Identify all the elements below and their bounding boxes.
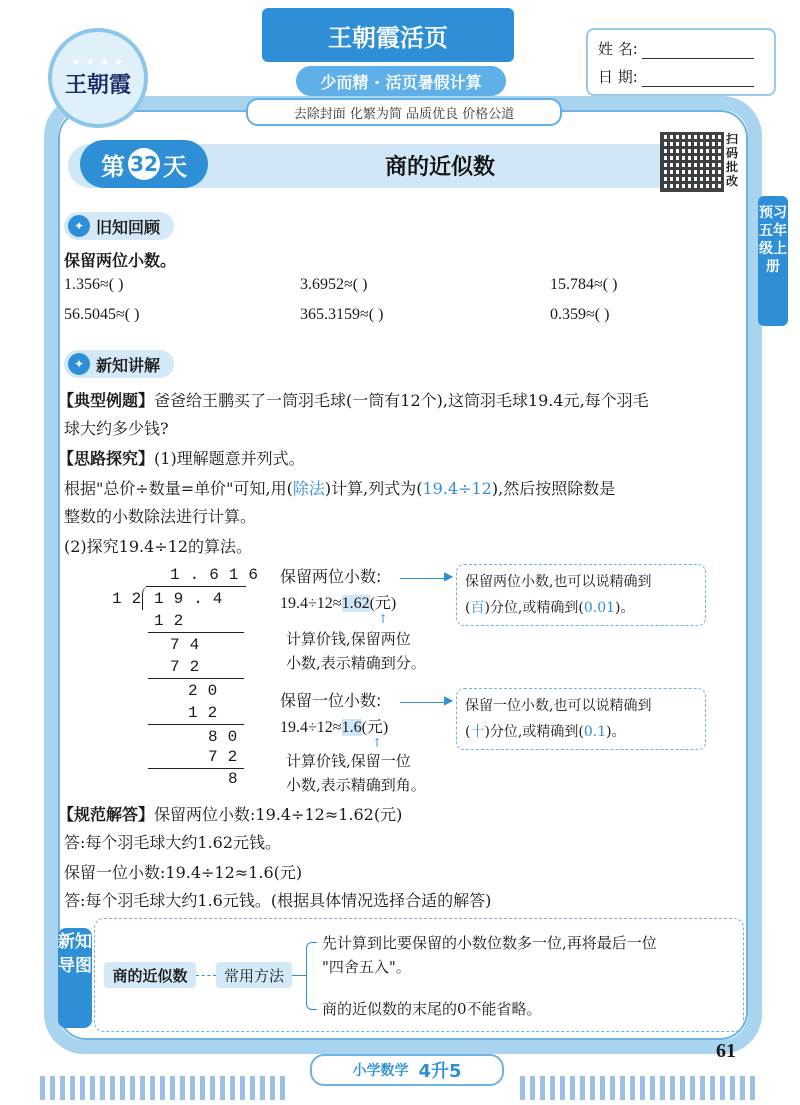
arrow-up-icon: ↑ [378, 612, 389, 626]
name-row [598, 38, 754, 59]
box-answer: 0.01 [583, 600, 616, 616]
expr-unit: (元) [369, 595, 397, 612]
example-text: 爸爸给王鹏买了一筒羽毛球(一筒有12个),这筒羽毛球19.4元,每个羽毛 [154, 391, 649, 410]
box-line [465, 595, 697, 621]
footer-subject: 小学数学 [352, 1063, 409, 1079]
division-row: 72 [170, 658, 210, 676]
think-step-2: (2)探究19.4÷12的算法。 [64, 537, 253, 556]
think-line [58, 446, 305, 469]
box-line: 保留一位小数,也可以说精确到 [465, 698, 652, 714]
example-line-2: 球大约多少钱? [64, 419, 169, 438]
mindmap-connector [196, 975, 216, 976]
footer-badge [310, 1054, 504, 1086]
box-answer: 百 [470, 600, 485, 616]
division-row: 80 [208, 728, 248, 746]
box-text: )分位,或精确到( [484, 724, 584, 740]
expr-text: 19.4÷12≈ [280, 595, 342, 612]
division-row: 72 [208, 748, 248, 766]
qr-code-icon[interactable] [660, 132, 724, 192]
brand-logo [48, 28, 148, 128]
date-label: 日 期: [598, 68, 638, 86]
side-tab: 预习五年级上册 [758, 196, 788, 326]
review-item: 3.6952≈( ) [300, 276, 368, 293]
two-decimal-caption: 小数,表示精确到分。 [286, 654, 426, 672]
day-badge [80, 140, 208, 188]
division-bar [146, 586, 246, 587]
review-section-title: 旧知回顾 [96, 217, 161, 237]
think-step-1: (1)理解题意并列式。 [154, 449, 305, 468]
logo-text: 王朝霞 [64, 73, 131, 98]
division-line [148, 768, 244, 769]
arrow-right-icon: ▶ [444, 569, 454, 583]
one-decimal-box [456, 688, 706, 750]
think-tag: 【思路探究】 [58, 449, 155, 468]
division-quotient: 1.616 [170, 566, 269, 584]
date-row [598, 66, 754, 87]
division-line [148, 724, 244, 725]
reason-text: 根据"总价÷数量=单价"可知,用( [64, 479, 293, 498]
reason-line-2: 整数的小数除法进行计算。 [64, 507, 257, 526]
footer-stripes [520, 1076, 760, 1100]
box-line: 保留两位小数,也可以说精确到 [465, 574, 652, 590]
day-prefix: 第 [101, 152, 125, 181]
mindmap-bracket [306, 942, 317, 1010]
box-text: )。 [615, 600, 635, 616]
reason-line [64, 476, 615, 499]
two-decimal-value: 1.62 [341, 595, 370, 612]
one-decimal-value: 1.6 [341, 719, 362, 736]
day-number: 32 [128, 148, 160, 180]
one-decimal-caption: 小数,表示精确到角。 [286, 776, 426, 794]
day-suffix: 天 [163, 152, 187, 181]
two-decimal-caption: 计算价钱,保留两位 [286, 630, 411, 648]
brand-subtitle: 少而精 · 活页暑假计算 [296, 66, 506, 96]
box-text: )。 [606, 724, 626, 740]
arrow-right-icon: ▶ [444, 693, 454, 707]
logo-stars: ★ ★ ★ ★ [71, 57, 125, 68]
medal-icon: ✦ [68, 215, 90, 237]
footer-stripes [40, 1076, 290, 1100]
name-field[interactable] [642, 42, 754, 59]
expr-text: 19.4÷12≈ [280, 719, 342, 736]
mindmap-point: 商的近似数的末尾的0不能省略。 [322, 1000, 542, 1018]
two-decimal-expr [280, 590, 396, 613]
division-dividend: 19.4 [154, 590, 233, 608]
answer-line [58, 802, 402, 825]
mindmap-label: 新知导图 [58, 928, 92, 1028]
example-line [58, 388, 649, 411]
review-item: 0.359≈( ) [550, 306, 610, 323]
expr-unit: (元) [361, 719, 389, 736]
division-row: 12 [188, 704, 228, 722]
reason-answer-2: 19.4÷12 [422, 479, 492, 498]
new-section-title: 新知讲解 [96, 355, 161, 375]
arrow-line [400, 702, 446, 703]
mindmap-topic: 商的近似数 [104, 962, 196, 988]
mindmap-point: 先计算到比要保留的小数位数多一位,再将最后一位 [322, 934, 657, 952]
one-decimal-expr [280, 714, 388, 737]
division-divisor: 12 [112, 590, 152, 608]
reason-text: )计算,列式为( [324, 479, 423, 498]
mindmap-point: "四舍五入"。 [322, 958, 411, 976]
answer-line: 保留一位小数:19.4÷12≈1.6(元) [64, 863, 303, 882]
division-row: 74 [170, 636, 210, 654]
mindmap-connector [292, 975, 306, 976]
review-section-header [64, 212, 174, 240]
footer-grade: 4升5 [418, 1061, 462, 1082]
reason-answer-1: 除法 [292, 479, 325, 498]
box-line [465, 719, 697, 745]
division-row: 12 [154, 612, 194, 630]
box-answer: 0.1 [583, 724, 607, 740]
reason-text: ),然后按照除数是 [491, 479, 616, 498]
two-decimal-title: 保留两位小数: [280, 567, 382, 586]
answer-text: 保留两位小数:19.4÷12≈1.62(元) [154, 805, 403, 824]
review-instruction: 保留两位小数。 [64, 251, 177, 270]
lesson-title: 商的近似数 [384, 155, 495, 180]
mindmap-method: 常用方法 [216, 962, 292, 988]
arrow-line [400, 578, 446, 579]
new-section-header [64, 350, 174, 378]
review-item: 15.784≈( ) [550, 276, 618, 293]
slogan: 去除封面 化繁为简 品质优良 价格公道 [246, 98, 562, 126]
medal-icon: ✦ [68, 353, 90, 375]
division-bracket [142, 586, 153, 610]
review-item: 1.356≈( ) [64, 276, 124, 293]
answer-tag: 【规范解答】 [58, 805, 155, 824]
one-decimal-title: 保留一位小数: [280, 691, 382, 710]
brand-title: 王朝霞活页 [262, 8, 514, 62]
name-label: 姓 名: [598, 40, 638, 58]
answer-line: 答:每个羽毛球大约1.6元钱。(根据具体情况选择合适的解答) [64, 891, 492, 910]
division-row: 8 [228, 770, 248, 788]
two-decimal-box [456, 564, 706, 626]
one-decimal-caption: 计算价钱,保留一位 [286, 752, 411, 770]
scan-label: 扫码批改 [726, 132, 739, 188]
name-date-box [586, 28, 776, 96]
division-row: 20 [188, 682, 228, 700]
answer-line: 答:每个羽毛球大约1.62元钱。 [64, 833, 282, 852]
box-text: ( [465, 724, 471, 740]
arrow-up-icon: ↑ [372, 736, 383, 750]
box-text: ( [465, 600, 471, 616]
review-item: 365.3159≈( ) [300, 306, 384, 323]
review-item: 56.5045≈( ) [64, 306, 140, 323]
page-number: 61 [716, 1040, 736, 1062]
date-field[interactable] [642, 70, 754, 87]
example-tag: 【典型例题】 [58, 391, 155, 410]
division-line [148, 632, 244, 633]
box-answer: 十 [470, 724, 485, 740]
division-line [148, 678, 244, 679]
box-text: )分位,或精确到( [484, 600, 584, 616]
